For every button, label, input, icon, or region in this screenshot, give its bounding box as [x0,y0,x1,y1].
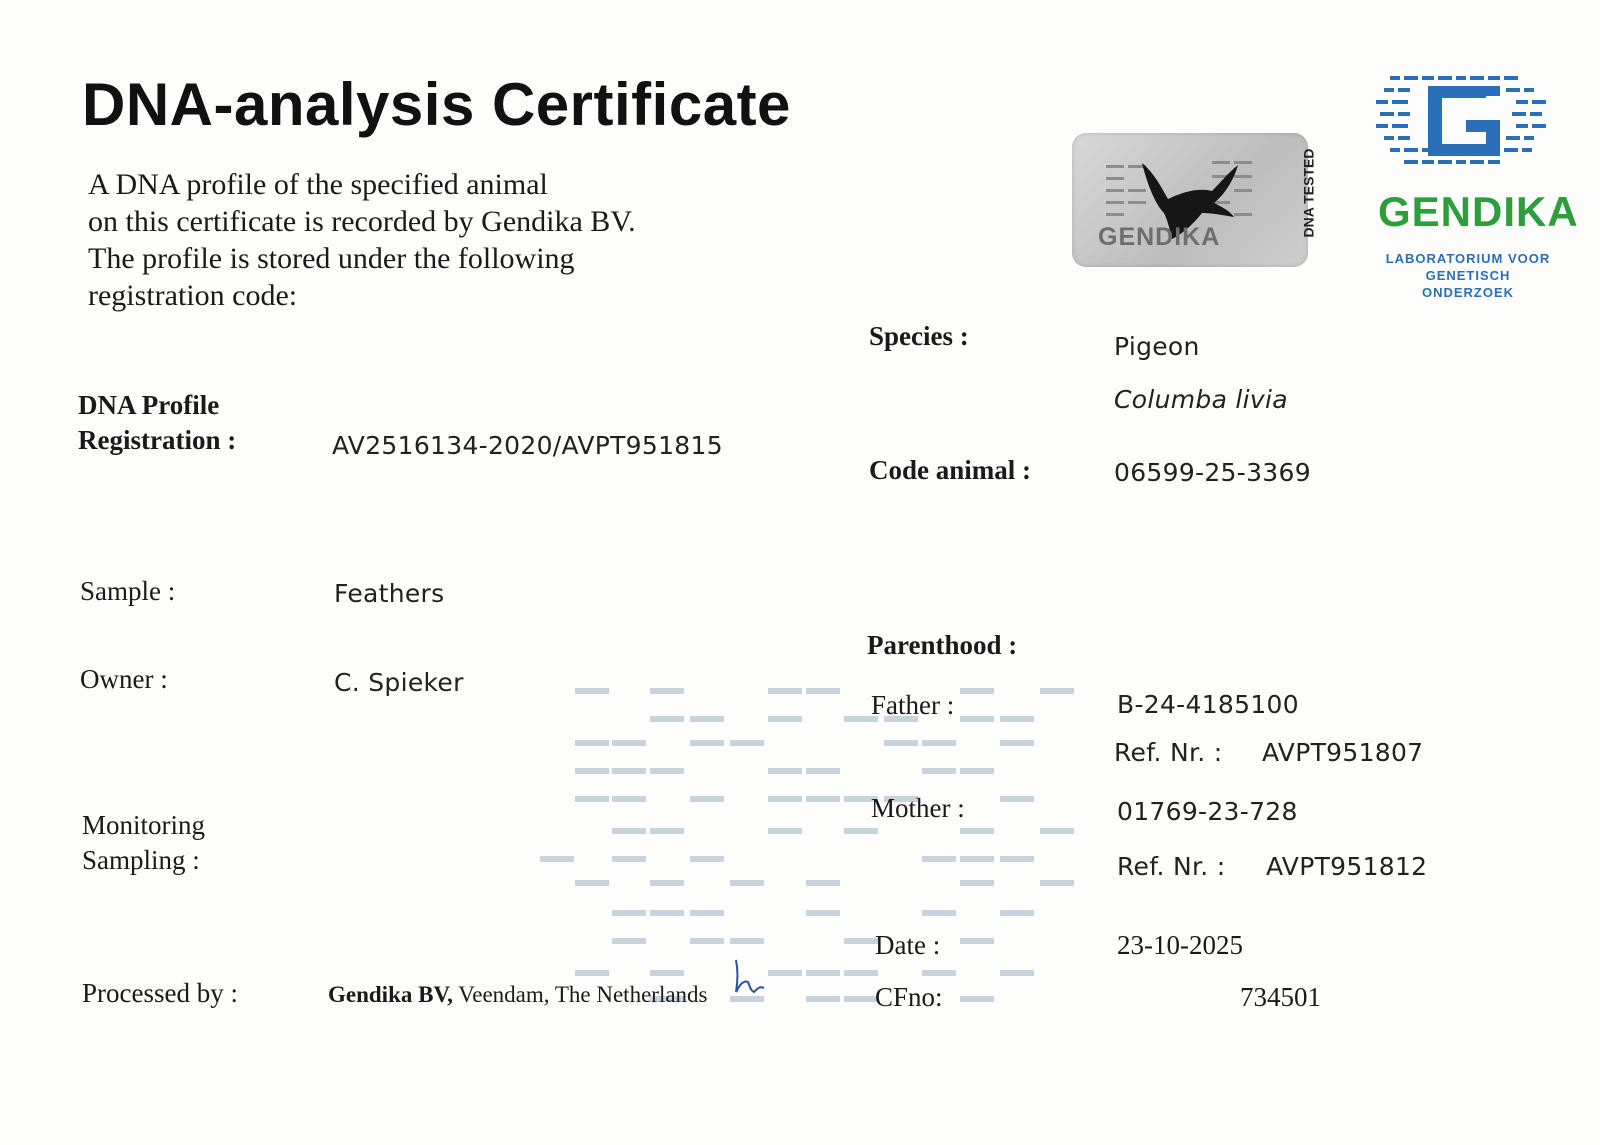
species-label: Species : [869,321,969,351]
mother-value: 01769-23-728 [1117,797,1298,826]
father-value: B-24-4185100 [1117,690,1299,719]
processed-by-company: Gendika BV, [328,982,453,1007]
father-label: Father : [871,690,955,720]
signature-mark [728,958,768,998]
cfno-value: 734501 [1240,982,1321,1012]
sticker-brand: GENDIKA [1098,223,1221,251]
date-label: Date : [875,930,941,960]
intro-line: on this certificate is recorded by Gendika BV. [88,205,636,238]
mother-ref-label: Ref. Nr. : [1117,852,1226,881]
dna-tested-sticker [1072,133,1317,267]
father-ref-label: Ref. Nr. : [1114,738,1223,767]
logo-subtitle-line: LABORATORIUM VOOR [1385,251,1551,266]
cfno-label: CFno: [875,982,943,1012]
registration-label: Registration : [78,425,237,455]
code-animal-value: 06599-25-3369 [1114,458,1311,487]
certificate-title: DNA-analysis Certificate [82,71,791,138]
sample-label: Sample : [80,576,176,606]
intro-line: A DNA profile of the specified animal [88,168,548,201]
code-animal-label: Code animal : [869,455,1031,485]
date-value: 23-10-2025 [1117,930,1243,960]
logo-subtitle [1378,250,1558,301]
owner-value: C. Spieker [334,668,464,697]
processed-by-label: Processed by : [82,978,238,1008]
logo-subtitle-line: GENETISCH ONDERZOEK [1421,268,1515,300]
processed-by-location: Veendam, The Netherlands [452,982,708,1007]
species-latin-value: Columba livia [1114,385,1288,414]
intro-paragraph [88,166,636,314]
owner-label: Owner : [80,664,168,694]
gendika-logo-icon [1376,72,1556,182]
parenthood-label: Parenthood : [867,630,1018,660]
intro-line: The profile is stored under the following [88,242,575,275]
dna-profile-label: DNA Profile [78,390,220,420]
mother-label: Mother : [871,793,965,823]
mother-ref-value: AVPT951812 [1266,852,1428,881]
sticker-tested-label: DNA TESTED [1300,148,1317,238]
processed-by-value [328,982,708,1008]
species-common-value: Pigeon [1114,332,1200,361]
sampling-label: Sampling : [82,845,200,875]
monitoring-label: Monitoring [82,810,206,840]
dna-watermark-graphic [540,680,1080,1020]
sample-value: Feathers [334,579,445,608]
father-ref-value: AVPT951807 [1262,738,1424,767]
logo-name: GENDIKA [1378,188,1579,235]
intro-line: registration code: [88,279,298,312]
registration-value: AV2516134-2020/AVPT951815 [332,431,723,460]
